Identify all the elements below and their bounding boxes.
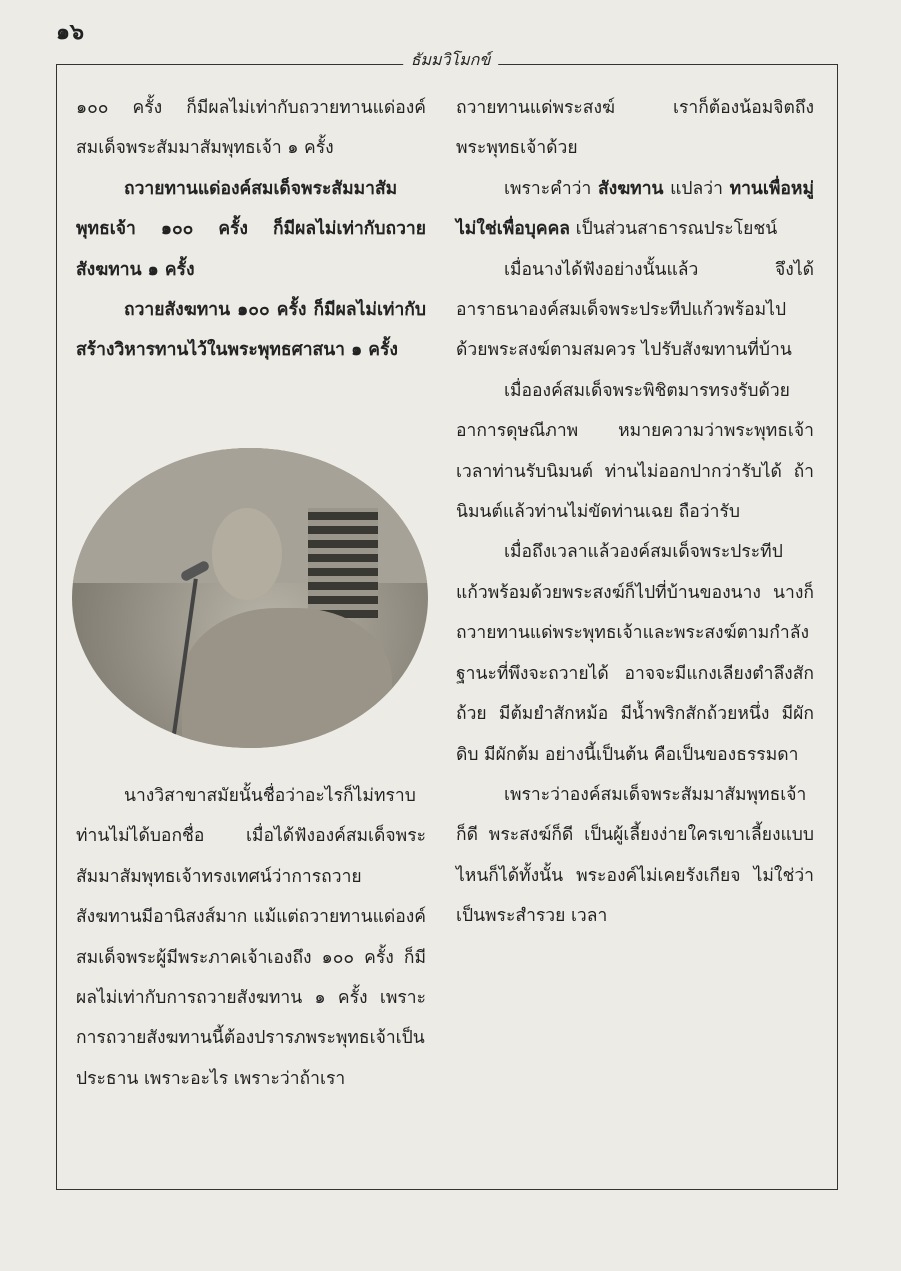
photo-robe — [182, 608, 392, 748]
text-run: เพราะคำว่า — [504, 178, 598, 199]
right-column — [456, 88, 814, 937]
paragraph: ๑๐๐ ครั้ง ก็มีผลไม่เท่ากับถวายทานแด่องค์สมเด็จพระสัมมาสัมพุทธเจ้า ๑ ครั้ง — [76, 98, 426, 159]
paragraph: เมื่อองค์สมเด็จพระพิชิตมารทรงรับด้วยอาการดุษณีภาพ หมายความว่าพระพุทธเจ้าเวลาท่านรับนิมนต์ ท่านไม่ออกปากว่ารับได้ ถ้านิมนต์แล้วท่านไม่ขัดท่านเฉย ถือว่ารับ — [456, 380, 814, 523]
page-number: ๑๖ — [56, 19, 84, 45]
text-run: แปลว่า — [663, 178, 730, 199]
photo-head — [212, 508, 282, 600]
paragraph: เมื่อถึงเวลาแล้วองค์สมเด็จพระประทีปแก้วพร้อมด้วยพระสงฆ์ก็ไปที่บ้านของนาง นางก็ถวายทานแด่พระพุทธเจ้าและพระสงฆ์ตามกำลังฐานะที่พึงจะถวายได้ อาจจะมีแกงเลียงตำลึงสักถ้วย มีต้มยำสักหม้อ มีน้ำพริกสักถ้วยหนึ่ง มีผักดิบ มีผักต้ม อย่างนี้เป็นต้น คือเป็นของธรรมดา — [456, 542, 814, 765]
monk-photo — [72, 448, 428, 748]
left-column-top — [76, 88, 426, 371]
text-run: เป็นส่วนสาธารณประโยชน์ — [570, 219, 778, 240]
paragraph — [456, 169, 814, 250]
running-head: ธัมมวิโมกข์ — [403, 48, 499, 73]
paragraph: เพราะว่าองค์สมเด็จพระสัมมาสัมพุทธเจ้าก็ดี พระสงฆ์ก็ดี เป็นผู้เลี้ยงง่ายใครเขาเลี้ยงแบบไหนก็ได้ทั้งนั้น พระองค์ไม่เคยรังเกียจ ไม่ใช่ว่าเป็นพระสำรวย เวลา — [456, 784, 814, 927]
text-run-bold: ทานเพื่อหมู่ ไม่ใช่เพื่อบุคคล — [456, 178, 814, 240]
paragraph: นางวิสาขาสมัยนั้นชื่อว่าอะไรก็ไม่ทราบ ท่านไม่ได้บอกชื่อ เมื่อได้ฟังองค์สมเด็จพระสัมมาสัมพุทธเจ้าทรงเทศน์ว่าการถวายสังฆทานมีอานิสงส์มาก แม้แต่ถวายทานแด่องค์สมเด็จพระผู้มีพระภาคเจ้าเองถึง ๑๐๐ ครั้ง ก็มีผลไม่เท่ากับการถวายสังฆทาน ๑ ครั้ง เพราะการถวายสังฆทานนี้ต้องปรารภพระพุทธเจ้าเป็นประธาน เพราะอะไร เพราะว่าถ้าเรา — [76, 786, 426, 1089]
text-run-bold: สังฆทาน — [597, 178, 664, 199]
photo-shelves — [308, 508, 378, 618]
paragraph: เมื่อนางได้ฟังอย่างนั้นแล้ว จึงได้อาราธนาองค์สมเด็จพระประทีปแก้วพร้อมไปด้วยพระสงฆ์ตามสมควร ไปรับสังฆทานที่บ้าน — [456, 259, 814, 361]
paragraph: ถวายทานแด่พระสงฆ์ เราก็ต้องน้อมจิตถึงพระพุทธเจ้าด้วย — [456, 98, 814, 159]
paragraph-bold: ถวายสังฆทาน ๑๐๐ ครั้ง ก็มีผลไม่เท่ากับสร้างวิหารทานไว้ในพระพุทธศาสนา ๑ ครั้ง — [76, 300, 426, 361]
left-column-bottom — [76, 776, 426, 1099]
paragraph-bold: ถวายทานแด่องค์สมเด็จพระสัมมาสัมพุทธเจ้า ๑๐๐ ครั้ง ก็มีผลไม่เท่ากับถวายสังฆทาน ๑ ครั้ง — [76, 178, 426, 280]
